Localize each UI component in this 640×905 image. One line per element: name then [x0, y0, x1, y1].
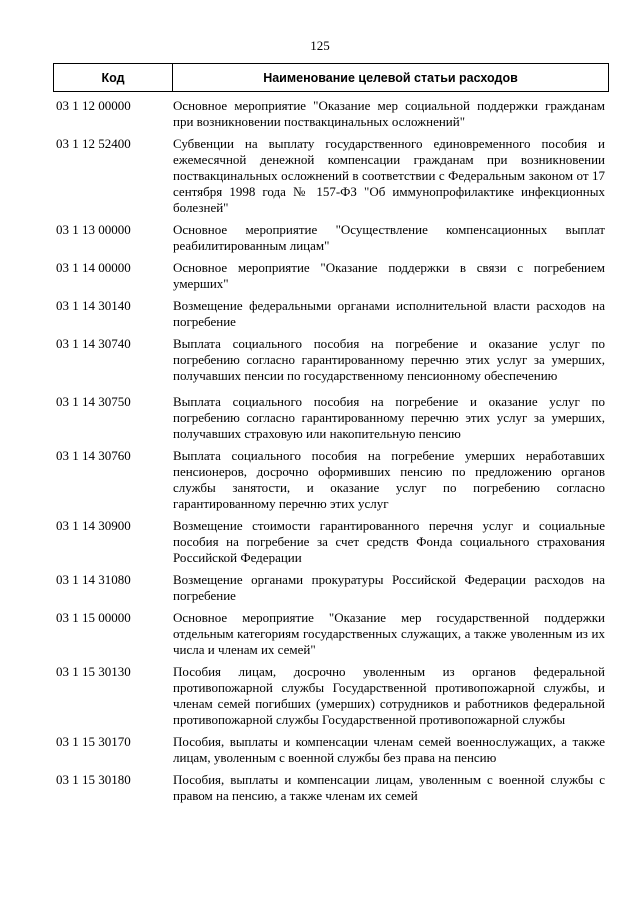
table-header	[53, 63, 609, 92]
row-name: Субвенции на выплату государственного единовременного пособия и ежемесячной денежной компенсации гражданам при возникновении поствакцинальных осложнений в соответствии с Федеральным законом от 17 сентября 1998 года № 157-ФЗ "Об иммунопрофилактике инфекционных болезней"	[173, 136, 605, 215]
table-row	[53, 336, 609, 384]
row-name: Возмещение стоимости гарантированного перечня услуг и социальные пособия на погребение за счет средств Фонда социального страхования Российской Федерации	[173, 518, 605, 565]
row-code: 03 1 14 30750	[56, 394, 131, 409]
row-name: Возмещение органами прокуратуры Российской Федерации расходов на погребение	[173, 572, 605, 603]
header-name: Наименование целевой статьи расходов	[263, 70, 518, 85]
row-name: Основное мероприятие "Оказание мер государственной поддержки отдельным категориям государственных служащих, а также уволенным из их числа и членам их семей"	[173, 610, 605, 657]
header-code: Код	[54, 64, 173, 91]
row-name: Пособия, выплаты и компенсации лицам, уволенным с военной службы с правом на пенсию, а также членам их семей	[173, 772, 605, 803]
row-name: Возмещение федеральными органами исполнительной власти расходов на погребение	[173, 298, 605, 329]
row-code: 03 1 14 30760	[56, 448, 131, 463]
table-row	[53, 136, 609, 216]
row-code: 03 1 12 00000	[56, 98, 131, 113]
row-code: 03 1 12 52400	[56, 136, 131, 151]
table-row	[53, 394, 609, 442]
row-code: 03 1 14 00000	[56, 260, 131, 275]
table-row	[53, 448, 609, 512]
row-code: 03 1 14 31080	[56, 572, 131, 587]
row-code: 03 1 13 00000	[56, 222, 131, 237]
table-row	[53, 260, 609, 292]
row-code: 03 1 15 30130	[56, 664, 131, 679]
row-name: Выплата социального пособия на погребение и оказание услуг по погребению согласно гарантированному перечню этих услуг за умерших, получавших пенсии по государственному пенсионному обеспечению	[173, 336, 605, 383]
table-row	[53, 518, 609, 566]
row-code: 03 1 15 30170	[56, 734, 131, 749]
row-name: Основное мероприятие "Осуществление компенсационных выплат реабилитированным лицам"	[173, 222, 605, 253]
table-row	[53, 98, 609, 130]
row-code: 03 1 14 30140	[56, 298, 131, 313]
table-row	[53, 664, 609, 728]
page-number: 125	[310, 38, 330, 53]
table-body	[53, 98, 609, 810]
table-row	[53, 610, 609, 658]
row-code: 03 1 15 30180	[56, 772, 131, 787]
row-name: Выплата социального пособия на погребение и оказание услуг по погребению согласно гарантированному перечню этих услуг за умерших, получавших страховую или накопительную пенсию	[173, 394, 605, 441]
row-code: 03 1 14 30900	[56, 518, 131, 533]
row-name: Выплата социального пособия на погребение умерших неработавших пенсионеров, досрочно оформивших пенсию по предложению органов службы занятости, и оказание услуг по погребению согласно гарантированному перечню этих услуг	[173, 448, 605, 511]
table-row	[53, 222, 609, 254]
table-row	[53, 772, 609, 804]
row-name: Основное мероприятие "Оказание мер социальной поддержки гражданам при возникновении поствакцинальных осложнений"	[173, 98, 605, 129]
row-name: Основное мероприятие "Оказание поддержки в связи с погребением умерших"	[173, 260, 605, 291]
table-row	[53, 298, 609, 330]
row-name: Пособия, выплаты и компенсации членам семей военнослужащих, а также лицам, уволенным с военной службы без права на пенсию	[173, 734, 605, 765]
table-row	[53, 572, 609, 604]
table-row	[53, 734, 609, 766]
row-name: Пособия лицам, досрочно уволенным из органов федеральной противопожарной службы Государственной противопожарной службы, и членам семей погибших (умерших) сотрудников и работников федеральной противопожарной службы Государственной противопожарной службы	[173, 664, 605, 727]
row-code: 03 1 14 30740	[56, 336, 131, 351]
row-code: 03 1 15 00000	[56, 610, 131, 625]
